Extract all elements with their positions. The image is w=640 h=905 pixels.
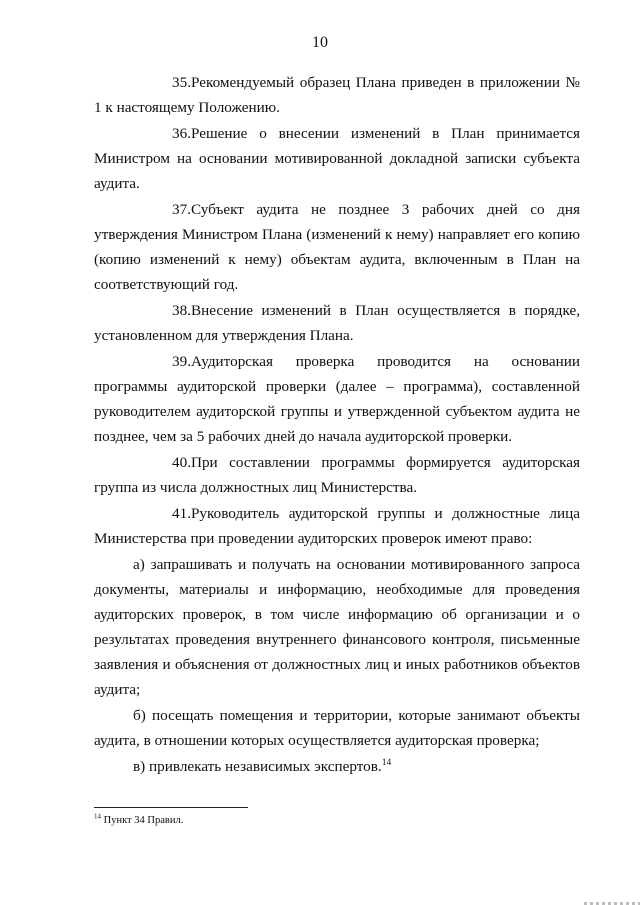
sub-item-a (94, 552, 580, 702)
sub-item-text: а) запрашивать и получать на основании мотивированного запроса документы, материалы и информацию, необходимые для проведения аудиторских проверок, в том числе информацию об организации и о результатах проведения внутреннего финансового контроля, письменные заявления и объяснения от должностных лиц и иных работников объектов аудита; (94, 556, 580, 698)
paragraph-text: Решение о внесении изменений в План принимается Министром на основании мотивированной докладной записки субъекта аудита. (94, 125, 580, 192)
paragraph-41 (94, 501, 580, 551)
paragraph-text: Рекомендуемый образец Плана приведен в приложении № 1 к настоящему Положению. (94, 74, 580, 116)
paragraph-35 (94, 70, 580, 120)
sub-item-c (94, 754, 580, 779)
sub-item-text: в) привлекать независимых экспертов. (133, 758, 382, 775)
paragraph-37 (94, 197, 580, 297)
page-number: 10 (312, 34, 328, 51)
sub-item-b (94, 703, 580, 753)
paragraph-number: 40. (172, 454, 191, 471)
footnote-divider (94, 807, 248, 808)
paragraph-number: 39. (172, 353, 191, 370)
sub-item-text: б) посещать помещения и территории, которые занимают объекты аудита, в отношении которых осуществляется аудиторская проверка; (94, 707, 580, 749)
paragraph-number: 41. (172, 505, 191, 522)
footnote-mark: 14 (94, 812, 101, 821)
paragraph-39 (94, 349, 580, 449)
paragraph-number: 36. (172, 125, 191, 142)
paragraph-text: Субъект аудита не позднее 3 рабочих дней со дня утверждения Министром Плана (изменений к нему) направляет его копию (копию изменений к нему) объектам аудита, включенным в План на соответствующий год. (94, 201, 580, 293)
paragraph-36 (94, 121, 580, 196)
paragraph-text: Руководитель аудиторской группы и должностные лица Министерства при проведении аудиторских проверок имеют право: (94, 505, 580, 547)
paragraph-text: Аудиторская проверка проводится на основании программы аудиторской проверки (далее – программа), составленной руководителем аудиторской группы и утвержденной субъектом аудита не позднее, чем за 5 рабочих дней до начала аудиторской проверки. (94, 353, 580, 445)
paragraph-number: 38. (172, 302, 191, 319)
document-body (94, 70, 580, 780)
footnote-text: Пункт 34 Правил. (103, 815, 184, 826)
footnote-reference[interactable]: 14 (381, 757, 392, 768)
footnote (94, 814, 183, 828)
paragraph-text: При составлении программы формируется аудиторская группа из числа должностных лиц Министерства. (94, 454, 580, 496)
paragraph-38 (94, 298, 580, 348)
paragraph-text: Внесение изменений в План осуществляется в порядке, установленном для утверждения Плана. (94, 302, 580, 344)
paragraph-number: 35. (172, 74, 191, 91)
paragraph-40 (94, 450, 580, 500)
paragraph-number: 37. (172, 201, 191, 218)
